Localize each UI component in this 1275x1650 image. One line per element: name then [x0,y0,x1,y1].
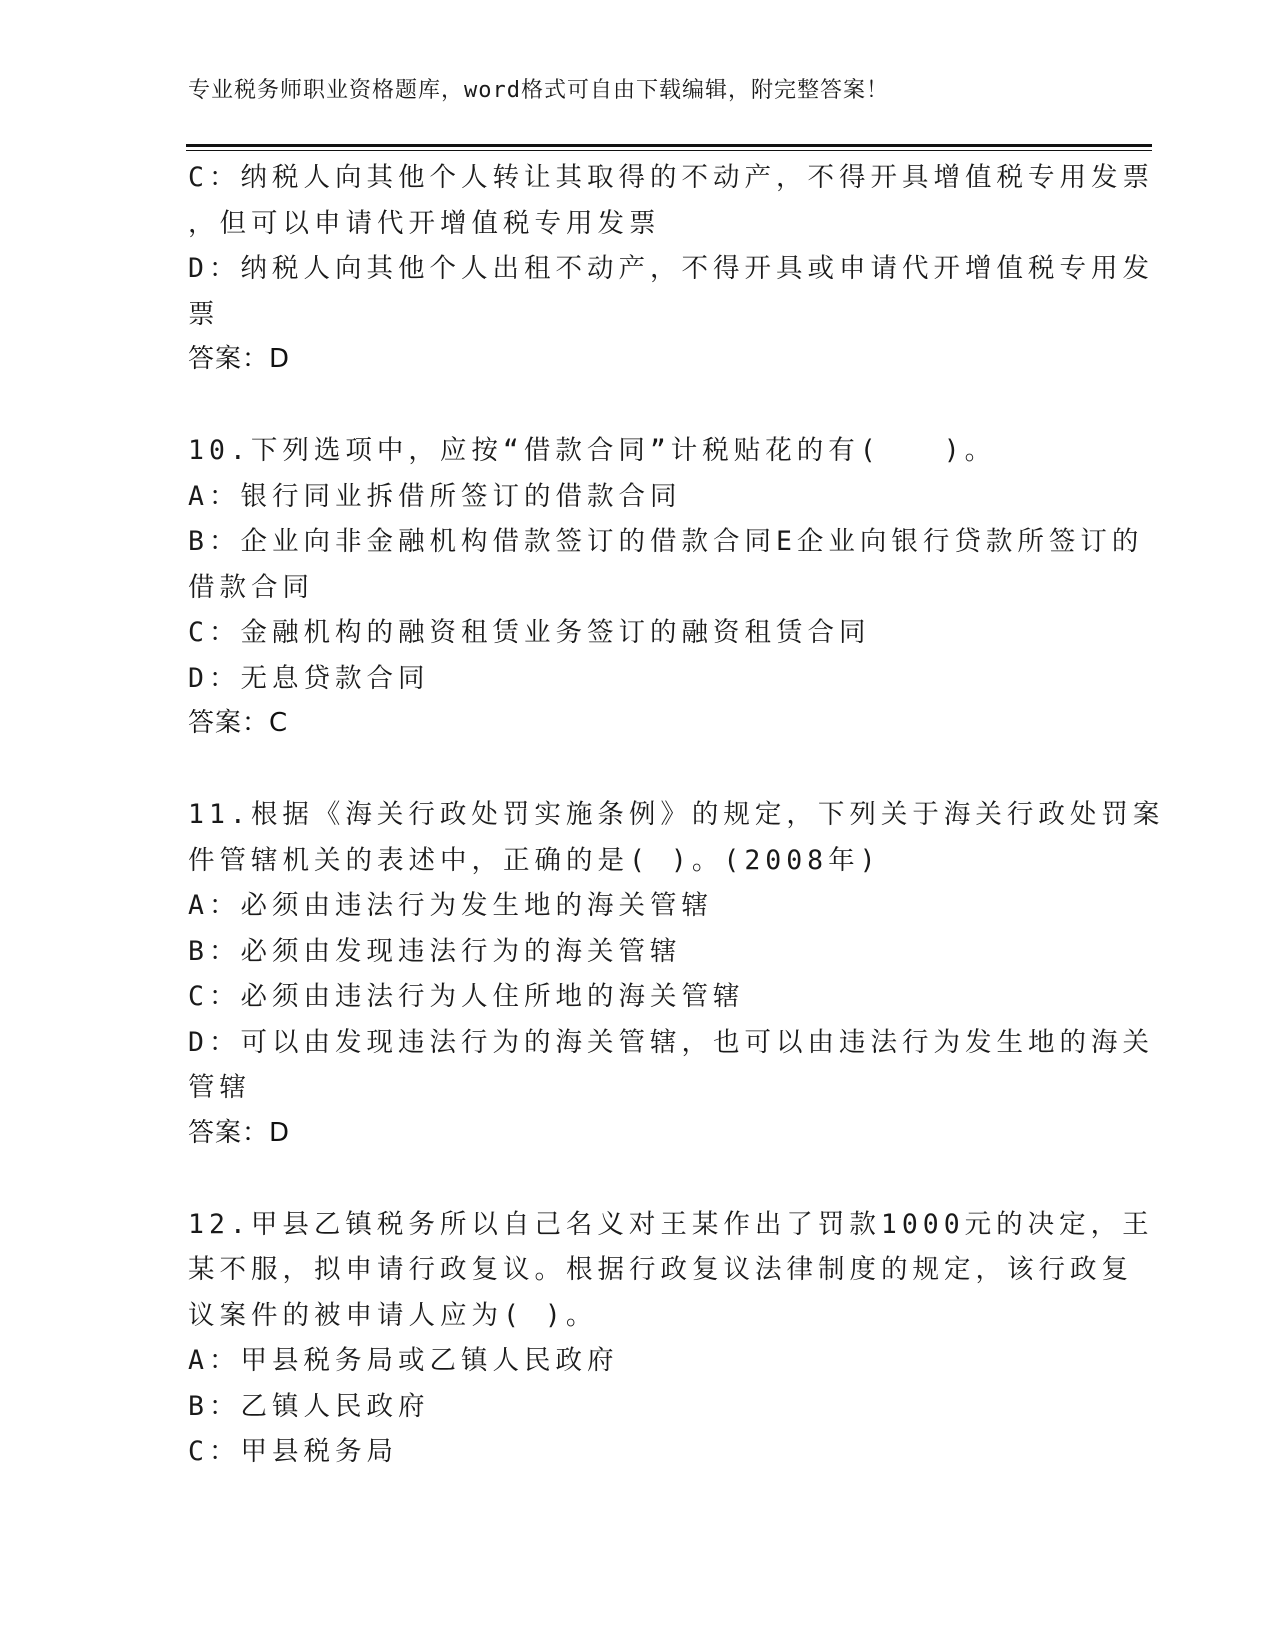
question-stem: 件管辖机关的表述中，正确的是( )。(2008年) [188,844,881,876]
question-12 [188,1202,1154,1475]
option-line: 票 [188,298,220,330]
question-stem: 10.下列选项中，应按“借款合同”计税贴花的有( )。 [188,435,997,466]
header-divider [186,144,1152,151]
option-line: C：甲县税务局 [188,1436,398,1467]
question-stem: 某不服，拟申请行政复议。根据行政复议法律制度的规定，该行政复 [188,1254,1133,1285]
option-line: 管辖 [188,1072,251,1103]
spacer [188,747,1083,793]
option-line: A：银行同业拆借所签订的借款合同 [188,480,682,512]
question-stem: 11.根据《海关行政处罚实施条例》的规定，下列关于海关行政处罚案 [188,799,1165,830]
option-line: B：企业向非金融机构借款签订的借款合同E企业向银行贷款所签订的 [188,526,1144,557]
option-line: B：必须由发现违法行为的海关管辖 [188,935,682,967]
option-line: A：必须由违法行为发生地的海关管辖 [188,890,713,921]
question-content [188,155,1165,1475]
question-stem: 议案件的被申请人应为( )。 [188,1299,598,1331]
question-11 [188,792,1165,1156]
header-note: 专业税务师职业资格题库，word格式可自由下载编辑，附完整答案！ [188,78,889,103]
question-stem: 12.甲县乙镇税务所以自己名义对王某作出了罚款1000元的决定，王 [188,1208,1154,1240]
answer-line: 答案：C [188,708,289,738]
option-line: D：纳税人向其他个人出租不动产，不得开具或申请代开增值税专用发 [188,253,1154,284]
option-line: C：纳税人向其他个人转让其取得的不动产，不得开具增值税专用发票 [188,162,1154,193]
answer-line: 答案：D [188,344,291,374]
spacer [188,383,1083,429]
option-line: C：必须由违法行为人住所地的海关管辖 [188,981,745,1012]
option-line: D：无息贷款合同 [188,662,430,694]
prev-question-options [188,155,1154,337]
spacer [188,1156,1083,1202]
option-line: B：乙镇人民政府 [188,1390,430,1422]
option-line: D：可以由发现违法行为的海关管辖，也可以由违法行为发生地的海关 [188,1026,1154,1058]
option-line: 借款合同 [188,571,314,603]
answer-line: 答案：D [188,1117,291,1148]
option-line: A：甲县税务局或乙镇人民政府 [188,1345,619,1376]
question-10 [188,428,1144,747]
option-line: C：金融机构的融资租赁业务签订的融资租赁合同 [188,617,871,648]
option-line: ，但可以申请代开增值税专用发票 [188,207,661,239]
